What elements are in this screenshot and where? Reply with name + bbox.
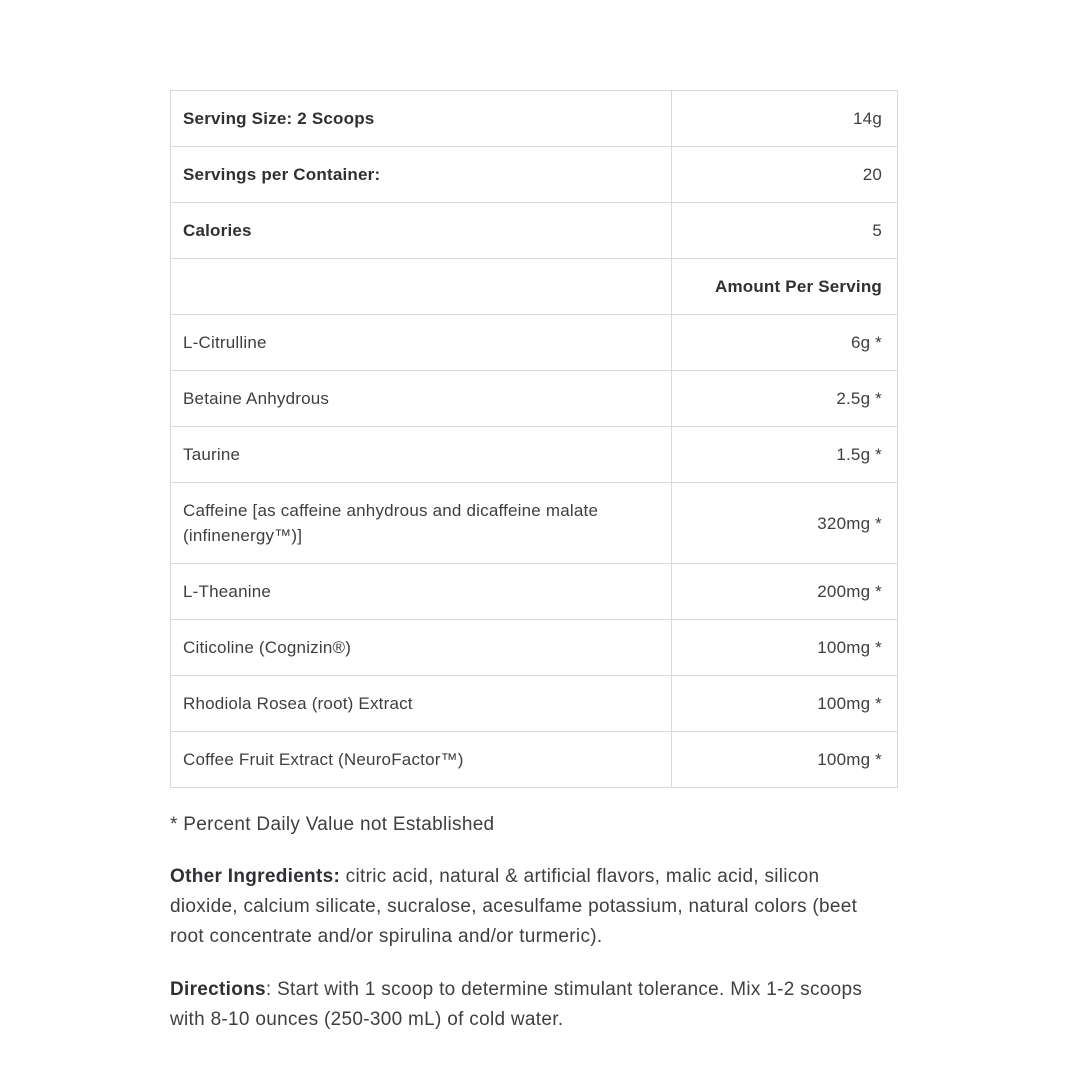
daily-value-footnote: * Percent Daily Value not Established [170, 814, 495, 835]
row-value: 5 [672, 203, 898, 259]
label-content [170, 90, 898, 1035]
row-label: L-Theanine [171, 564, 672, 620]
row-label: Taurine [171, 427, 672, 483]
row-value: 2.5g * [672, 371, 898, 427]
row-value: 200mg * [672, 564, 898, 620]
row-label: Rhodiola Rosea (root) Extract [171, 676, 672, 732]
row-label: Coffee Fruit Extract (NeuroFactor™) [171, 732, 672, 788]
row-value: 100mg * [672, 620, 898, 676]
table-row [171, 620, 898, 676]
directions-paragraph [170, 975, 886, 1035]
row-label: Citicoline (Cognizin®) [171, 620, 672, 676]
supplement-facts-table [170, 90, 898, 788]
row-value: 6g * [672, 315, 898, 371]
table-row [171, 259, 898, 315]
other-ingredients-paragraph [170, 862, 886, 952]
row-value: 1.5g * [672, 427, 898, 483]
facts-table-body [171, 91, 898, 788]
table-row [171, 203, 898, 259]
row-label: Betaine Anhydrous [171, 371, 672, 427]
row-label: L-Citrulline [171, 315, 672, 371]
table-row [171, 315, 898, 371]
table-row [171, 427, 898, 483]
other-ingredients-text: citric acid, natural & artificial flavors, malic acid, silicon dioxide, calcium silicate, sucralose, acesulfame potassium, natural colors (beet root concentrate and/or spirulina and/or turmeric). [170, 866, 858, 947]
table-row [171, 91, 898, 147]
other-ingredients-label: Other Ingredients: [170, 866, 341, 887]
row-label: Servings per Container: [171, 147, 672, 203]
row-label: Serving Size: 2 Scoops [171, 91, 672, 147]
row-value: 320mg * [672, 483, 898, 564]
row-value: 20 [672, 147, 898, 203]
table-row [171, 676, 898, 732]
row-value: Amount Per Serving [672, 259, 898, 315]
row-value: 14g [672, 91, 898, 147]
row-label: Calories [171, 203, 672, 259]
table-row [171, 483, 898, 564]
row-label: Caffeine [as caffeine anhydrous and dicaffeine malate (infinenergy™)] [171, 483, 672, 564]
directions-text: : Start with 1 scoop to determine stimulant tolerance. Mix 1-2 scoops with 8-10 ounces (250-300 mL) of cold water. [170, 979, 863, 1030]
row-label [171, 259, 672, 315]
table-row [171, 147, 898, 203]
row-value: 100mg * [672, 676, 898, 732]
table-row [171, 371, 898, 427]
row-value: 100mg * [672, 732, 898, 788]
table-row [171, 732, 898, 788]
table-row [171, 564, 898, 620]
directions-label: Directions [170, 979, 266, 1000]
